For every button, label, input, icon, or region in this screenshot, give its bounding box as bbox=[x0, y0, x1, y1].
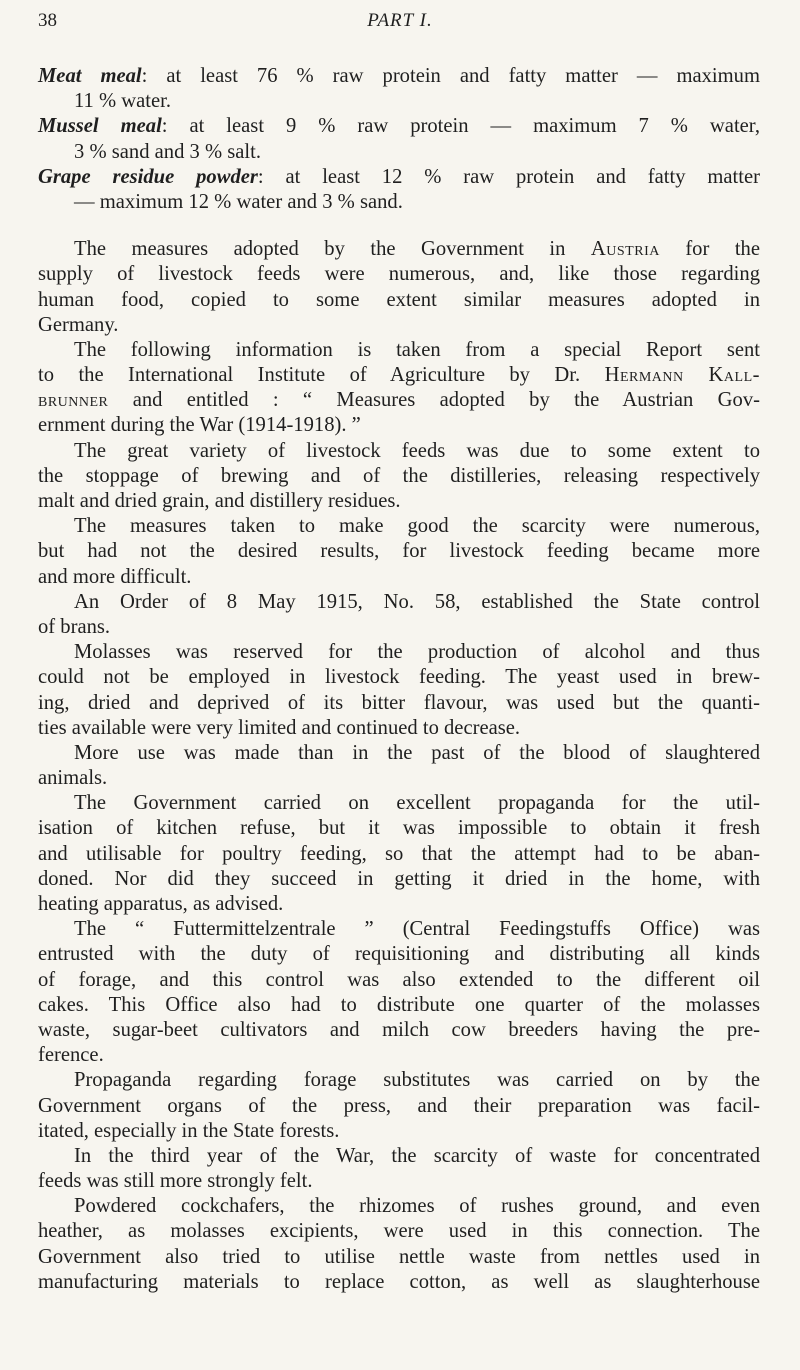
paragraph bbox=[38, 338, 760, 439]
definition-mussel-meal bbox=[38, 114, 760, 164]
country-name: Austria bbox=[590, 238, 660, 261]
paragraph-line: The great variety of livestock feeds was due to some extent to bbox=[74, 439, 760, 462]
paragraph-line: malt and dried grain, and distillery residues. bbox=[38, 490, 401, 512]
paragraph-line: of brans. bbox=[38, 615, 111, 638]
definition-text: : at least 76 % raw protein and fatty matter — maximum bbox=[141, 65, 760, 87]
paragraph-line: of forage, and this control was also extended to the different oil bbox=[38, 968, 760, 991]
page-body bbox=[38, 64, 760, 1295]
paragraph-line: and utilisable for poultry feeding, so that the attempt had to be aban- bbox=[38, 842, 760, 865]
definition-term: Grape residue powder bbox=[38, 165, 258, 188]
paragraph-line: The measures adopted by the Government in bbox=[74, 238, 566, 261]
paragraph-line: could not be employed in livestock feeding. The yeast used in brew- bbox=[38, 666, 760, 689]
paragraph-line: human food, copied to some extent similar measures adopted in bbox=[38, 288, 760, 311]
paragraph bbox=[38, 791, 760, 917]
paragraph-line: heather, as molasses excipients, were used in this connection. The bbox=[38, 1220, 760, 1243]
author-name: brunner bbox=[38, 389, 109, 412]
paragraph-line: Government organs of the press, and their preparation was facil- bbox=[38, 1094, 760, 1117]
paragraph-line: manufacturing materials to replace cotton, as well as slaughterhouse bbox=[38, 1270, 760, 1293]
paragraph-line: ference. bbox=[38, 1044, 104, 1067]
definition-text: : at least 12 % raw protein and fatty matter bbox=[257, 165, 760, 188]
paragraph-line: The following information is taken from a special Report sent bbox=[74, 338, 760, 361]
paragraph-line: animals. bbox=[38, 767, 108, 790]
definition-text: — maximum 12 % water and 3 % sand. bbox=[74, 190, 403, 213]
paragraph-line: for the bbox=[685, 238, 760, 261]
paragraph-line: feeds was still more strongly felt. bbox=[38, 1170, 313, 1193]
paragraph-line: the stoppage of brewing and of the distilleries, releasing respectively bbox=[38, 464, 760, 487]
paragraph-line: entrusted with the duty of requisitioning and distributing all kinds bbox=[38, 943, 760, 966]
paragraph bbox=[38, 741, 760, 791]
paragraph bbox=[38, 590, 760, 640]
paragraph bbox=[38, 1068, 760, 1144]
paragraph bbox=[38, 439, 760, 515]
definition-grape-residue-powder bbox=[38, 165, 760, 215]
paragraph-line: waste, sugar-beet cultivators and milch cow breeders having the pre- bbox=[38, 1018, 760, 1041]
page-number: 38 bbox=[38, 10, 57, 31]
paragraph-line: Propaganda regarding forage substitutes was carried on by the bbox=[74, 1069, 760, 1092]
paragraph-line: ernment during the War (1914-1918). ” bbox=[38, 414, 361, 437]
paragraph-line: ing, dried and deprived of its bitter flavour, was used but the quanti- bbox=[38, 691, 760, 714]
definition-text: 3 % sand and 3 % salt. bbox=[74, 140, 262, 163]
definition-term: Meat meal bbox=[38, 65, 142, 87]
paragraph-line: itated, especially in the State forests. bbox=[38, 1119, 340, 1142]
running-title: PART I. bbox=[367, 10, 433, 31]
paragraph-line: The Government carried on excellent propaganda for the util- bbox=[74, 792, 760, 815]
paragraph-line: In the third year of the War, the scarcity of waste for concentrated bbox=[74, 1144, 760, 1167]
page-header bbox=[0, 10, 800, 34]
paragraph-line: Germany. bbox=[38, 313, 119, 336]
paragraph-line: An Order of 8 May 1915, No. 58, established the State control bbox=[74, 590, 760, 613]
paragraph bbox=[38, 640, 760, 741]
definition-text: : at least 9 % raw protein — maximum 7 % water, bbox=[161, 115, 760, 138]
paragraph-line: The “ Futtermittelzentrale ” (Central Feedingstuffs Office) was bbox=[74, 918, 760, 941]
definition-meat-meal bbox=[38, 64, 760, 114]
paragraph-line: doned. Nor did they succeed in getting it dried in the home, with bbox=[38, 867, 760, 890]
paragraph bbox=[38, 237, 760, 338]
paragraph-line: heating apparatus, as advised. bbox=[38, 893, 284, 915]
paragraph-line: cakes. This Office also had to distribute one quarter of the molasses bbox=[38, 993, 760, 1016]
paragraph-line: supply of livestock feeds were numerous, and, like those regarding bbox=[38, 263, 760, 286]
paragraph bbox=[38, 1144, 760, 1194]
paragraph-list bbox=[38, 439, 760, 1295]
paragraph-line: ties available were very limited and continued to decrease. bbox=[38, 716, 521, 739]
paragraph-line: isation of kitchen refuse, but it was impossible to obtain it fresh bbox=[38, 817, 760, 840]
paragraph bbox=[38, 514, 760, 590]
paragraph-line: Molasses was reserved for the production of alcohol and thus bbox=[74, 641, 760, 664]
paragraph bbox=[38, 917, 760, 1068]
author-name: Hermann Kall- bbox=[604, 364, 761, 387]
paragraph-line: and entitled : “ Measures adopted by the Austrian Gov- bbox=[132, 389, 760, 412]
paragraph-line: but had not the desired results, for livestock feeding became more bbox=[38, 540, 760, 563]
paragraph-line: Powdered cockchafers, the rhizomes of rushes ground, and even bbox=[74, 1195, 760, 1218]
paragraph-line: The measures taken to make good the scarcity were numerous, bbox=[74, 515, 760, 538]
definition-term: Mussel meal bbox=[38, 115, 162, 138]
paragraph bbox=[38, 1194, 760, 1295]
paragraph-line: to the International Institute of Agriculture by Dr. bbox=[38, 364, 581, 387]
paragraph-line: More use was made than in the past of the blood of slaughtered bbox=[74, 741, 760, 764]
definition-text: 11 % water. bbox=[74, 90, 172, 113]
paragraph-line: Government also tried to utilise nettle waste from nettles used in bbox=[38, 1245, 760, 1268]
paragraph-line: and more difficult. bbox=[38, 565, 192, 588]
